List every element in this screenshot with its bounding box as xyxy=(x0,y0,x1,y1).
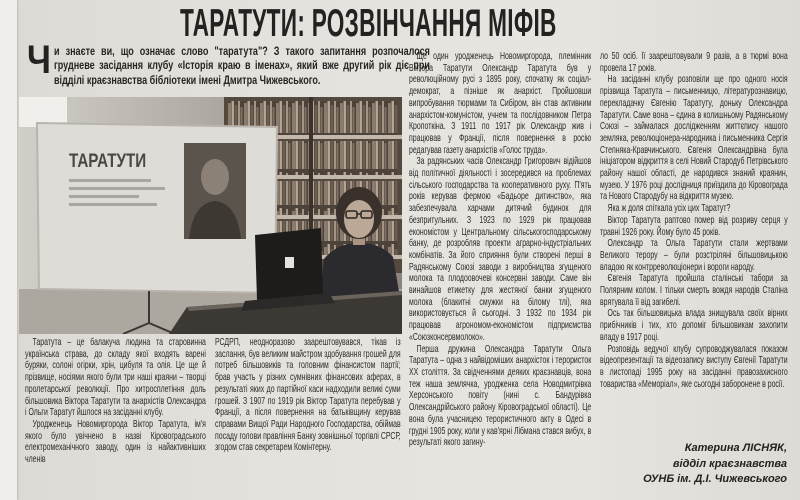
page-margin-strip xyxy=(0,0,17,500)
paragraph: На засіданні клубу розповіли ще про одного носія прізвища Таратута – письменницю, літературознавицю, перекладачку Євгенію Таратуту, доньку Олександра Таратути. Саме вона – єдина в колишньому Радянському Союзі – займалася дослідженням життєпису нашого земляка, революціонера-народника і письменника Сергія Степняка-Кравчинського. Євгенія Олександрівна була ініціатором відкриття в селі Новий Стародуб Петрівського району нашої області, де народився знаний краянин, музею. У 1976 році дослідниця приїздила до Кіровограда та Нового Стародубу на відкриття музею. xyxy=(600,74,788,203)
paragraph: Уродженець Новомиргорода Віктор Таратута, ім'я якого було увічнено в назві Кіровоградського електромеханічного заводу, один із найактивніших членів xyxy=(25,418,206,466)
intro-drop-cap: Ч xyxy=(27,38,51,82)
column-text xyxy=(215,337,401,454)
article-lead xyxy=(54,45,430,95)
column-text xyxy=(600,51,788,390)
article-photo xyxy=(19,97,402,334)
article-title-block xyxy=(180,2,640,46)
article-column-2 xyxy=(215,337,401,497)
byline-author: Катерина ЛІСНЯК, xyxy=(684,442,787,454)
article-column-3 xyxy=(409,51,591,497)
paragraph: Олександр та Ольга Таратути стали жертвами Великого терору – були розстріляні більшовицькою владою як контрреволюціонери і вороги народу. xyxy=(600,238,788,273)
projection-screen xyxy=(37,123,277,293)
article-title: ТАРАТУТИ: РОЗВІНЧАННЯ МІФІВ xyxy=(180,2,557,45)
paragraph: Перша дружина Олександра Таратути Ольга Таратута – одна з найвідоміших анархісток і терористок XX століття. За свідченнями деяких краєзнавців, вона теж наша землячка, уродженка села Новодмитрівка Херсонського повіту (нині с. Бандурівка Олександрійського району Кіровоградської області). Це вона була учасницею терористичного акту в Одесі в грудні 1905 року, коли у кав'ярні Лібмана стався вибух, в результаті якого загину- xyxy=(409,343,591,449)
article-lead-text: и знаєте ви, що означає слово "таратута"? З такого запитання розпочалося грудневе засідання клубу «Історія краю в іменах», який вже другий рік діє при відділі краєзнавства бібліотеки імені Дмитра Чижевського. xyxy=(54,45,430,87)
paragraph: РСДРП, неодноразово заарештовувався, тікав із заслання, був великим майстром здобування грошей для потреб більшовиків та головним фінансистом партії; брав участь у різних сумнівних фінансових аферах, в результаті яких до партійної каси надходили великі суми грошей. З 1907 по 1919 рік Віктор Таратута перебував у Франції, а після повернення на батьківщину керував справами Вищої Ради Народного Господарства, обіймав посаду голови правління Банку зовнішньої торгівлі СРСР, згодом став секретарем Комінтерну. xyxy=(215,337,401,454)
byline-department: відділ краєзнавства xyxy=(672,457,787,470)
column-text xyxy=(409,51,591,449)
paragraph: ло 50 осіб. Її заарештовували 9 разів, а в тюрмі вона провела 17 років. xyxy=(600,51,788,74)
paragraph: Євгенія Таратута пройшла сталінські табори за Полярним колом. І тільки смерть вождя народів Сталіна врятувала її від загибелі. xyxy=(600,273,788,308)
paragraph: Віктор Таратута раптово помер від розриву серця у травні 1926 року. Йому було 45 років. xyxy=(600,214,788,238)
presenter-face xyxy=(344,200,374,238)
screen-title: ТАРАТУТИ xyxy=(69,149,147,172)
screen-portrait xyxy=(184,143,246,239)
paragraph: Таратута – це балакуча людина та старовинна українська страва, до складу якої входять варені буряки, солоні огірки, хрін, цибуля та олія. Це ще й прізвище, носіями якого були три наші краяни – творці пролетарської революції. Про хитросплетіння доль більшовика Віктора Таратути та анархістів Олександра і Ольги Таратут йшлося на засіданні клубу. xyxy=(25,337,206,419)
paragraph: Розповідь ведучої клубу супроводжувалася показом відеопрезентації та відеозапису виступу Євгенії Таратути в листопаді 1995 року на засіданні правозахисного товариства «Меморіал», яке сьогодні заборонене в росії. xyxy=(600,343,788,390)
paragraph: Ось так більшовицька влада знищувала своїх вірних прибічників і тих, хто допоміг більшовикам захопити владу в 1917 році. xyxy=(600,308,788,343)
byline-institution: ОУНБ ім. Д.І. Чижевського xyxy=(643,473,787,485)
article-column-1 xyxy=(25,337,206,497)
paragraph: Яка ж доля спіткала усіх цих Таратут? xyxy=(607,203,731,215)
paragraph: Ще один уродженець Новомиргорода, племінник Віктора Таратути Олександр Таратута був у революційному русі з 1895 року, спочатку як соціал-демократ, а пізніше як анархіст. Пройшовши випробування тюрмами та Сибіром, він став активним анархістом-комуністом, учнем та послідовником Петра Кропоткіна. З 1911 по 1917 рік Олександр жив і працював у Франції, після повернення в росію редагував газету анархістів «Голос труда». xyxy=(409,51,591,156)
article-column-4 xyxy=(600,51,788,443)
column-text xyxy=(25,337,206,466)
paragraph: За радянських часів Олександр Григорович відійшов від політичної діяльності і зосередився на проблемах сільського господарства та кооперативного руху. П'ять років керував фермою «Бадьоре дитинство», яка забезпечувала харчами дитячий будинок для безпритульних. З 1923 по 1929 рік працював економістом у Центральному сільськогосподарському банку, де розробляв проекти аграрно-індустріальних комбінатів. За його сприяння були створені перші в Радянському Союзі заводи з виробництва згущеного молока та плодоовочеві консервні заводи. Саме він винайшов етикетку для жестяної банки згущеного молока (блакитні смужки на білому тлі), яка використовується й сьогодні. З 1932 по 1934 рік працював агрономом-економістом підприємства «Союзконсервмолоко». xyxy=(409,156,591,343)
screen-text-lines xyxy=(69,179,151,182)
byline xyxy=(643,441,787,488)
